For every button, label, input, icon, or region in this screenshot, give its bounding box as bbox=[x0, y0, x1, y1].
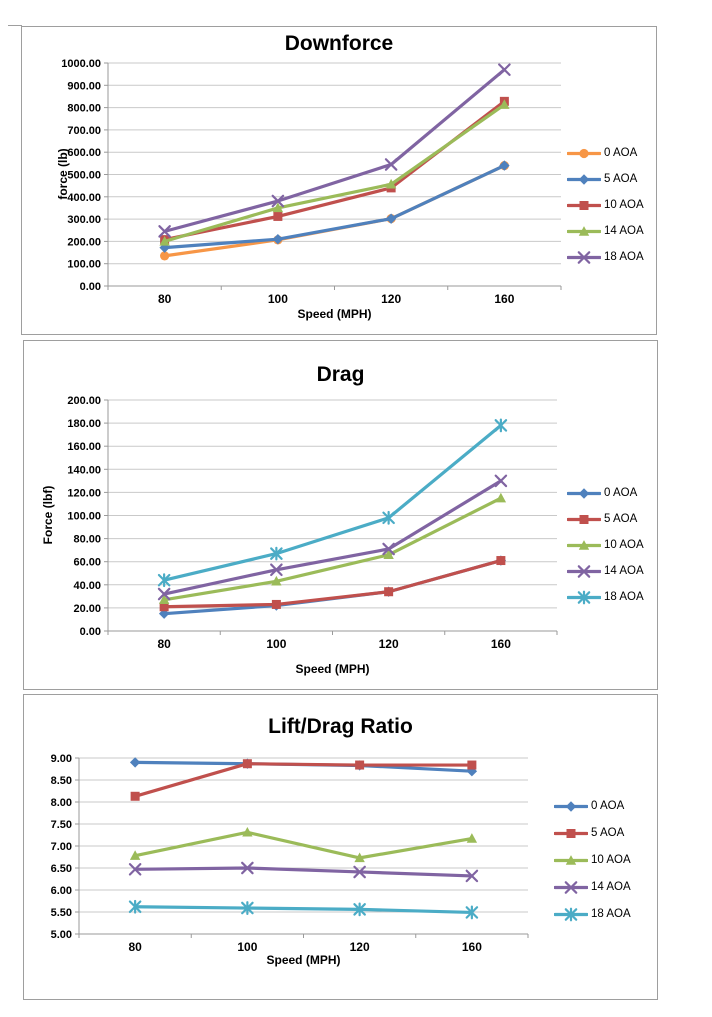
svg-text:80.00: 80.00 bbox=[73, 533, 101, 546]
svg-text:100.00: 100.00 bbox=[67, 258, 101, 271]
legend-label: 10 AOA bbox=[604, 199, 644, 211]
svg-text:1000.00: 1000.00 bbox=[61, 58, 101, 70]
svg-text:300.00: 300.00 bbox=[67, 214, 101, 227]
series-2-marker-icon bbox=[567, 198, 601, 213]
svg-text:7.50: 7.50 bbox=[50, 819, 72, 831]
x-axis-title: Speed (MPH) bbox=[297, 307, 372, 321]
drag-plot bbox=[24, 341, 659, 691]
legend-label: 10 AOA bbox=[604, 539, 644, 551]
series-1-marker-icon bbox=[554, 826, 588, 841]
legend-label: 5 AOA bbox=[604, 173, 638, 185]
legend-label: 18 AOA bbox=[604, 251, 644, 263]
legend-item[interactable] bbox=[567, 222, 644, 240]
svg-text:160: 160 bbox=[494, 292, 515, 306]
legend-item[interactable] bbox=[567, 484, 637, 502]
svg-text:120: 120 bbox=[378, 637, 399, 651]
legend-item[interactable] bbox=[567, 536, 644, 554]
svg-text:8.50: 8.50 bbox=[50, 775, 72, 787]
legend-item[interactable] bbox=[554, 824, 624, 842]
legend-item[interactable] bbox=[554, 905, 631, 923]
svg-text:6.50: 6.50 bbox=[50, 863, 72, 875]
chart-title: Downforce bbox=[284, 32, 394, 55]
svg-text:600.00: 600.00 bbox=[67, 147, 101, 160]
series-2-marker-icon bbox=[554, 853, 588, 868]
legend-item[interactable] bbox=[567, 510, 637, 528]
series-4-marker-icon bbox=[554, 907, 588, 922]
downforce-plot bbox=[22, 27, 658, 336]
legend-label: 5 AOA bbox=[604, 513, 638, 525]
legend-label: 18 AOA bbox=[591, 908, 631, 920]
svg-text:0.00: 0.00 bbox=[79, 281, 101, 293]
svg-text:160: 160 bbox=[461, 940, 482, 954]
legend-label: 18 AOA bbox=[604, 591, 644, 603]
series-4-marker-icon bbox=[567, 250, 601, 265]
y-axis-title: Force (lbf) bbox=[41, 485, 55, 545]
svg-text:120: 120 bbox=[381, 292, 402, 306]
svg-text:7.00: 7.00 bbox=[50, 841, 72, 853]
svg-text:120.00: 120.00 bbox=[67, 487, 101, 500]
svg-text:180.00: 180.00 bbox=[67, 418, 101, 431]
panel-border-fragment bbox=[8, 25, 22, 26]
svg-text:140.00: 140.00 bbox=[67, 464, 101, 477]
series-0-marker-icon bbox=[554, 799, 588, 814]
legend-label: 0 AOA bbox=[591, 800, 625, 812]
x-axis-title: Speed (MPH) bbox=[295, 662, 370, 676]
lift-drag-ratio-chart-panel[interactable] bbox=[23, 694, 658, 1000]
drag-chart-panel[interactable] bbox=[23, 340, 658, 690]
legend-item[interactable] bbox=[554, 878, 631, 896]
series-0-marker-icon bbox=[567, 146, 601, 161]
svg-text:160.00: 160.00 bbox=[67, 441, 101, 454]
svg-text:100: 100 bbox=[237, 940, 258, 954]
svg-text:80: 80 bbox=[157, 292, 172, 306]
series-1-marker-icon bbox=[567, 512, 601, 527]
svg-text:800.00: 800.00 bbox=[67, 102, 101, 115]
svg-text:8.00: 8.00 bbox=[50, 797, 72, 809]
legend-label: 14 AOA bbox=[604, 565, 644, 577]
svg-text:5.50: 5.50 bbox=[50, 907, 72, 919]
legend-item[interactable] bbox=[567, 144, 637, 162]
x-axis-title: Speed (MPH) bbox=[266, 953, 341, 967]
y-axis-title: force (lb) bbox=[56, 148, 70, 200]
chart-title: Lift/Drag Ratio bbox=[268, 715, 413, 738]
svg-text:0.00: 0.00 bbox=[79, 626, 101, 638]
legend-item[interactable] bbox=[554, 851, 631, 869]
series-0-marker-icon bbox=[567, 486, 601, 501]
series-1-marker-icon bbox=[567, 172, 601, 187]
legend-item[interactable] bbox=[567, 196, 644, 214]
series-3-marker-icon bbox=[554, 880, 588, 895]
series-2-marker-icon bbox=[567, 538, 601, 553]
series-4-marker-icon bbox=[567, 590, 601, 605]
svg-text:900.00: 900.00 bbox=[67, 80, 101, 93]
series-3-marker-icon bbox=[567, 224, 601, 239]
legend-item[interactable] bbox=[567, 562, 644, 580]
downforce-chart-panel[interactable] bbox=[21, 26, 657, 335]
svg-text:9.00: 9.00 bbox=[50, 753, 72, 765]
svg-text:200.00: 200.00 bbox=[67, 395, 101, 407]
svg-text:200.00: 200.00 bbox=[67, 236, 101, 249]
svg-text:700.00: 700.00 bbox=[67, 124, 101, 137]
legend-label: 0 AOA bbox=[604, 487, 638, 499]
legend-label: 5 AOA bbox=[591, 827, 625, 839]
legend-item[interactable] bbox=[554, 797, 624, 815]
svg-text:60.00: 60.00 bbox=[73, 556, 101, 569]
svg-text:5.00: 5.00 bbox=[50, 929, 72, 941]
svg-text:20.00: 20.00 bbox=[73, 602, 101, 615]
legend-item[interactable] bbox=[567, 248, 644, 266]
svg-text:120: 120 bbox=[349, 940, 370, 954]
legend-label: 10 AOA bbox=[591, 854, 631, 866]
legend-label: 0 AOA bbox=[604, 147, 638, 159]
svg-text:40.00: 40.00 bbox=[73, 579, 101, 592]
svg-text:100.00: 100.00 bbox=[67, 510, 101, 523]
svg-text:400.00: 400.00 bbox=[67, 191, 101, 204]
svg-text:160: 160 bbox=[490, 637, 511, 651]
svg-text:100: 100 bbox=[267, 292, 288, 306]
svg-text:80: 80 bbox=[128, 940, 142, 954]
legend-label: 14 AOA bbox=[591, 881, 631, 893]
legend-label: 14 AOA bbox=[604, 225, 644, 237]
chart-title: Drag bbox=[316, 363, 365, 386]
svg-text:80: 80 bbox=[157, 637, 171, 651]
svg-text:500.00: 500.00 bbox=[67, 169, 101, 182]
legend-item[interactable] bbox=[567, 588, 644, 606]
svg-text:100: 100 bbox=[266, 637, 287, 651]
series-3-marker-icon bbox=[567, 564, 601, 579]
legend-item[interactable] bbox=[567, 170, 637, 188]
svg-text:6.00: 6.00 bbox=[50, 885, 72, 897]
